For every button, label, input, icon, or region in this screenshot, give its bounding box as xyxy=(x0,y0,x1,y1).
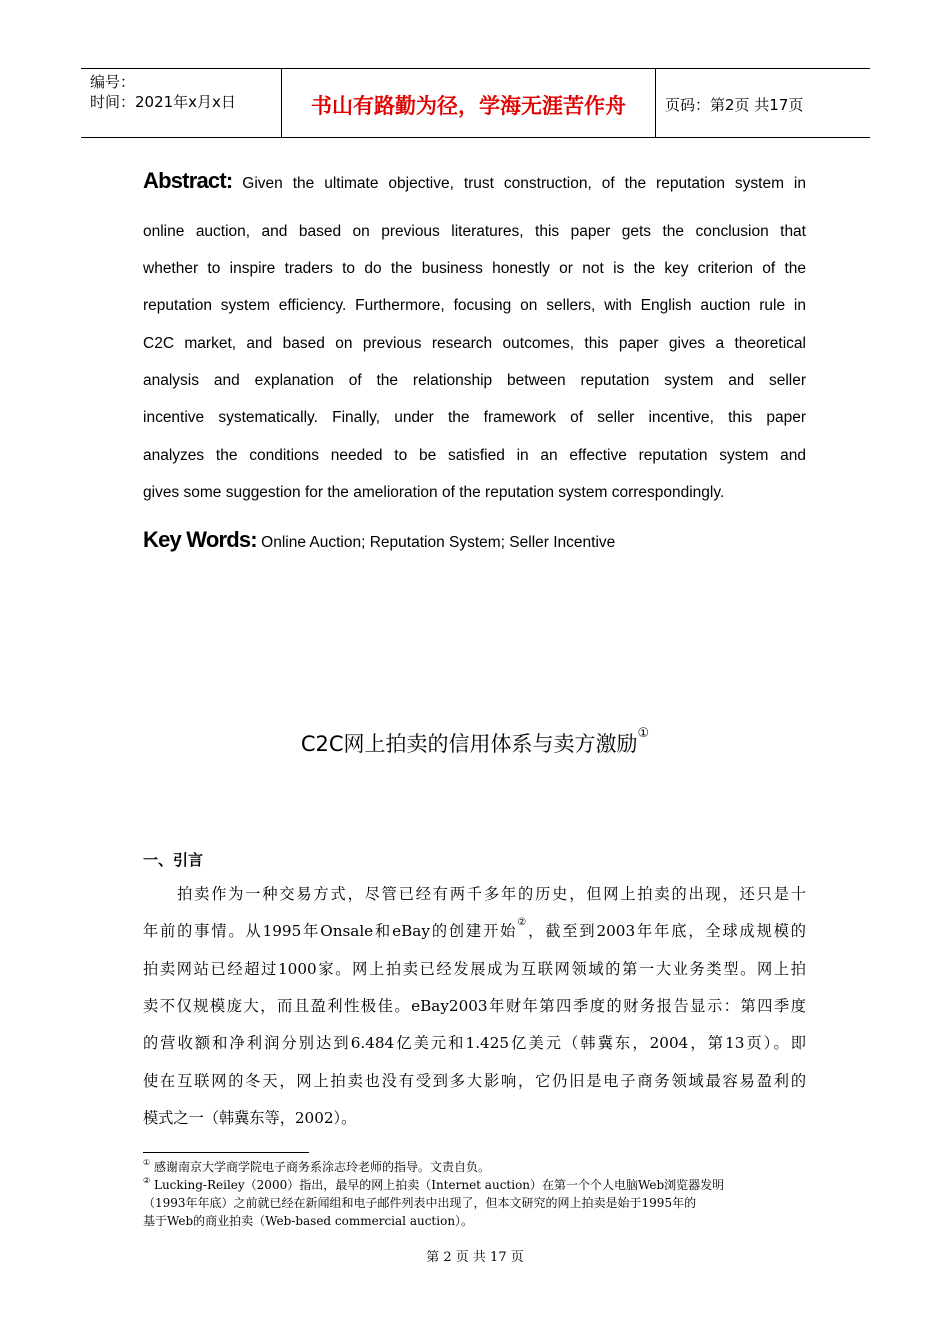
abstract-text: Given the ultimate objective, trust construction, of the reputation system in xyxy=(232,175,806,192)
body-line: 使在互联网的冬天，网上拍卖也没有受到多大影响，它仍旧是电子商务领域最容易盈利的 xyxy=(143,1072,806,1090)
footnote-separator xyxy=(143,1152,309,1153)
article-title-text: C2C网上拍卖的信用体系与卖方激励 xyxy=(300,732,638,756)
body-line: 拍卖网站已经超过1000家。网上拍卖已经发展成为互联网领域的第一大业务类型。网上拍 xyxy=(143,960,806,978)
footnote-1 xyxy=(143,1158,806,1175)
header-middle-cell xyxy=(281,69,656,137)
body-line xyxy=(143,917,806,941)
body-line: 模式之一（韩冀东等，2002）。 xyxy=(143,1109,357,1127)
page-footer: 第 2 页 共 17 页 xyxy=(426,1250,524,1265)
keywords-text: Online Auction; Reputation System; Seller Incentive xyxy=(256,534,616,551)
abstract-line: C2C market, and based on previous research outcomes, this paper gives a theoretical xyxy=(143,335,806,352)
body-text: ，截至到2003年年底，全球成规模的 xyxy=(528,922,806,940)
footnote-mark: ① xyxy=(143,1158,151,1167)
body-line: 拍卖作为一种交易方式，尽管已经有两千多年的历史，但网上拍卖的出现，还只是十 xyxy=(143,885,806,903)
header-left-cell xyxy=(81,69,281,137)
footnote-ref-2: ② xyxy=(517,917,529,928)
abstract-line: whether to inspire traders to do the business honestly or not is the key criterion of the xyxy=(143,260,806,277)
doc-time-label: 时间：2021年x月x日 xyxy=(90,93,236,111)
doc-number-label: 编号： xyxy=(90,73,136,91)
abstract-label: Abstract: xyxy=(143,168,233,193)
keywords-label: Key Words: xyxy=(143,527,257,552)
abstract-line: analyzes the conditions needed to be satisfied in an effective reputation system and xyxy=(143,447,806,464)
abstract-line: online auction, and based on previous literatures, this paper gets the conclusion that xyxy=(143,223,806,240)
body-line: 卖不仅规模庞大，而且盈利性极佳。eBay2003年财年第四季度的财务报告显示：第四季度 xyxy=(143,997,806,1015)
footnote-mark: ② xyxy=(143,1176,151,1185)
abstract-line: analysis and explanation of the relationship between reputation system and seller xyxy=(143,372,806,389)
abstract-line xyxy=(143,168,806,194)
abstract-line: reputation system efficiency. Furthermore, focusing on sellers, with English auction rule in xyxy=(143,297,806,314)
article-title xyxy=(0,728,950,758)
abstract-line: incentive systematically. Finally, under the framework of seller incentive, this paper xyxy=(143,409,806,426)
page-header-table xyxy=(81,68,870,138)
footnote-2-line: 基于Web的商业拍卖（Web-based commercial auction）。 xyxy=(143,1214,474,1228)
title-footnote-mark: ① xyxy=(637,726,650,741)
footnote-text: Lucking-Reiley（2000）指出，最早的网上拍卖（Internet auction）在第一个个人电脑Web浏览器发明 xyxy=(150,1178,725,1192)
footnote-2 xyxy=(143,1176,806,1193)
abstract-line: gives some suggestion for the amelioration of the reputation system correspondingly. xyxy=(143,484,725,501)
keywords-line xyxy=(143,527,615,553)
section-heading: 一、引言 xyxy=(143,851,204,869)
footnote-text: 感谢南京大学商学院电子商务系涂志玲老师的指导。文责自负。 xyxy=(150,1160,490,1174)
body-text: 年前的事情。从1995年Onsale和eBay的创建开始 xyxy=(143,922,518,940)
header-right-cell xyxy=(655,69,870,137)
header-motto: 书山有路勤为径，学海无涯苦作舟 xyxy=(311,94,626,118)
footnote-2-line: （1993年年底）之前就已经在新闻组和电子邮件列表中出现了，但本文研究的网上拍卖是始于1995年的 xyxy=(143,1196,697,1210)
header-page-info: 页码：第2页 共17页 xyxy=(665,96,804,114)
body-line: 的营收额和净利润分别达到6.484亿美元和1.425亿美元（韩冀东，2004，第13页）。即 xyxy=(143,1034,806,1052)
